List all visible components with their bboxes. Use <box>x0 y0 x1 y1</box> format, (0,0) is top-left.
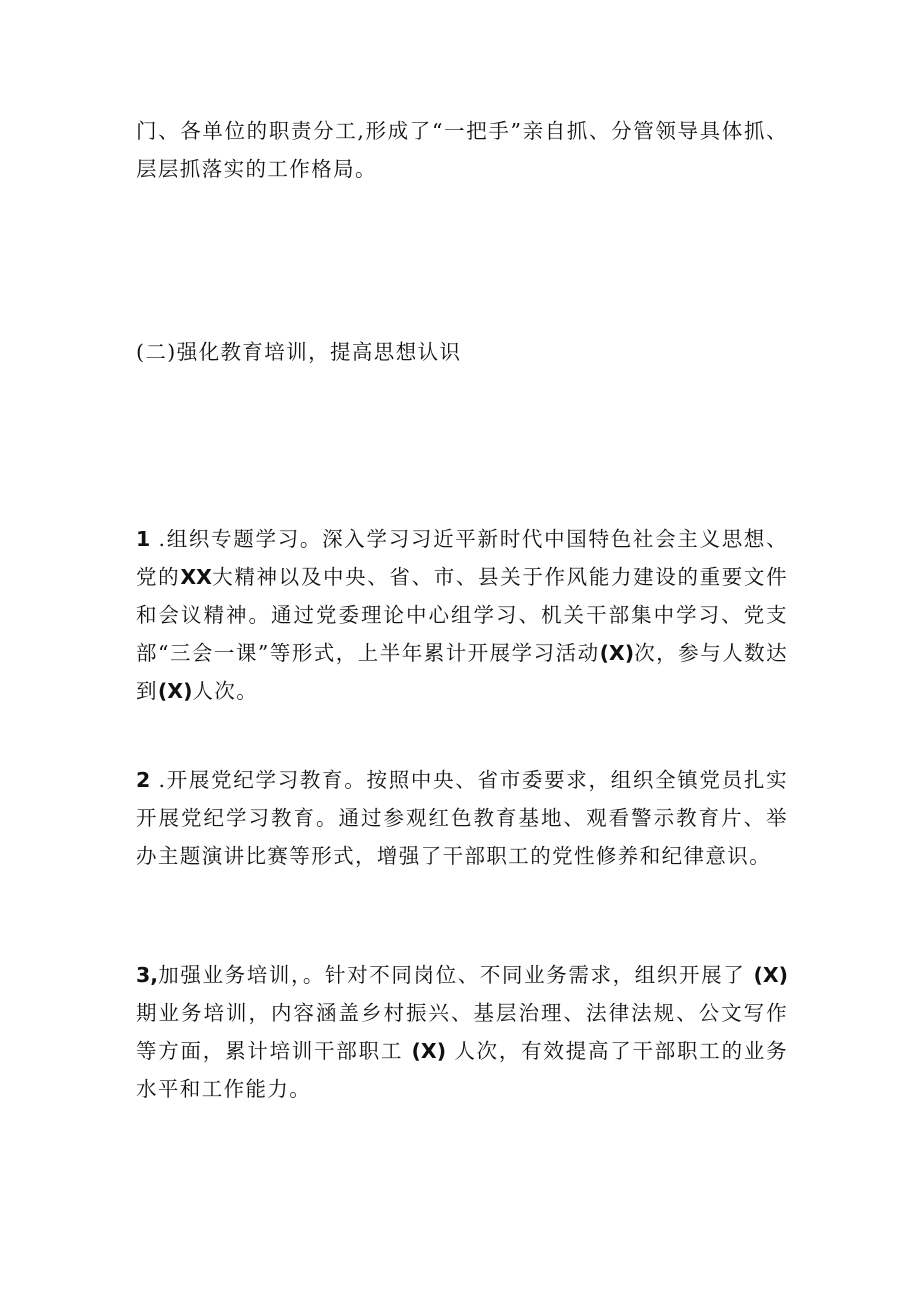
list-item-3 <box>136 956 788 1108</box>
placeholder-x: (X) <box>411 1039 447 1063</box>
item-text: 人次，有效提高了干部职工的业务水平和工作能力。 <box>136 1039 789 1101</box>
placeholder-xx: XX <box>180 565 212 589</box>
item-text: 大精神以及中央、省、市、县关于作风能力建设的重要文件和会议精神。通过党委理论中心组学习、机关干部集中学习、党支部“三会一课”等形式，上半年累计开展学习活动 <box>136 565 788 665</box>
item-text: 加强业务培训，。针对不同岗位、不同业务需求，组织开展了 <box>158 963 754 987</box>
list-item-2 <box>136 761 788 875</box>
section-heading <box>136 333 788 371</box>
item-number: 2 <box>136 768 151 792</box>
item-number: 3, <box>136 963 159 987</box>
item-text: .开展党纪学习教育。按照中央、省市委要求，组织全镇党员扎实开展党纪学习教育。通过参观红色教育基地、观看警示教育片、举办主题演讲比赛等形式，增强了干部职工的党性修养和纪律意识。 <box>136 768 788 868</box>
item-text: 期业务培训，内容涵盖乡村振兴、基层治理、法律法规、公文写作等方面，累计培训干部职工 <box>136 1001 788 1063</box>
intro-paragraph <box>136 112 788 188</box>
item-text: .组织专题学习。深入学习习近平新时代中国特色社会主义思想、党的 <box>136 527 788 589</box>
section-heading-text: (二)强化教育培训，提高思想认识 <box>136 340 462 364</box>
item-text: 人次。 <box>192 679 259 703</box>
item-text: 次，参与人数达到 <box>136 641 788 703</box>
placeholder-x: (X) <box>753 963 788 987</box>
item-number: 1 <box>136 527 151 551</box>
list-item-1 <box>136 520 788 710</box>
placeholder-x: (X) <box>599 641 635 665</box>
placeholder-x: (X) <box>157 679 193 703</box>
intro-text: 门、各单位的职责分工,形成了“一把手”亲自抓、分管领导具体抓、层层抓落实的工作格局。 <box>136 119 788 181</box>
